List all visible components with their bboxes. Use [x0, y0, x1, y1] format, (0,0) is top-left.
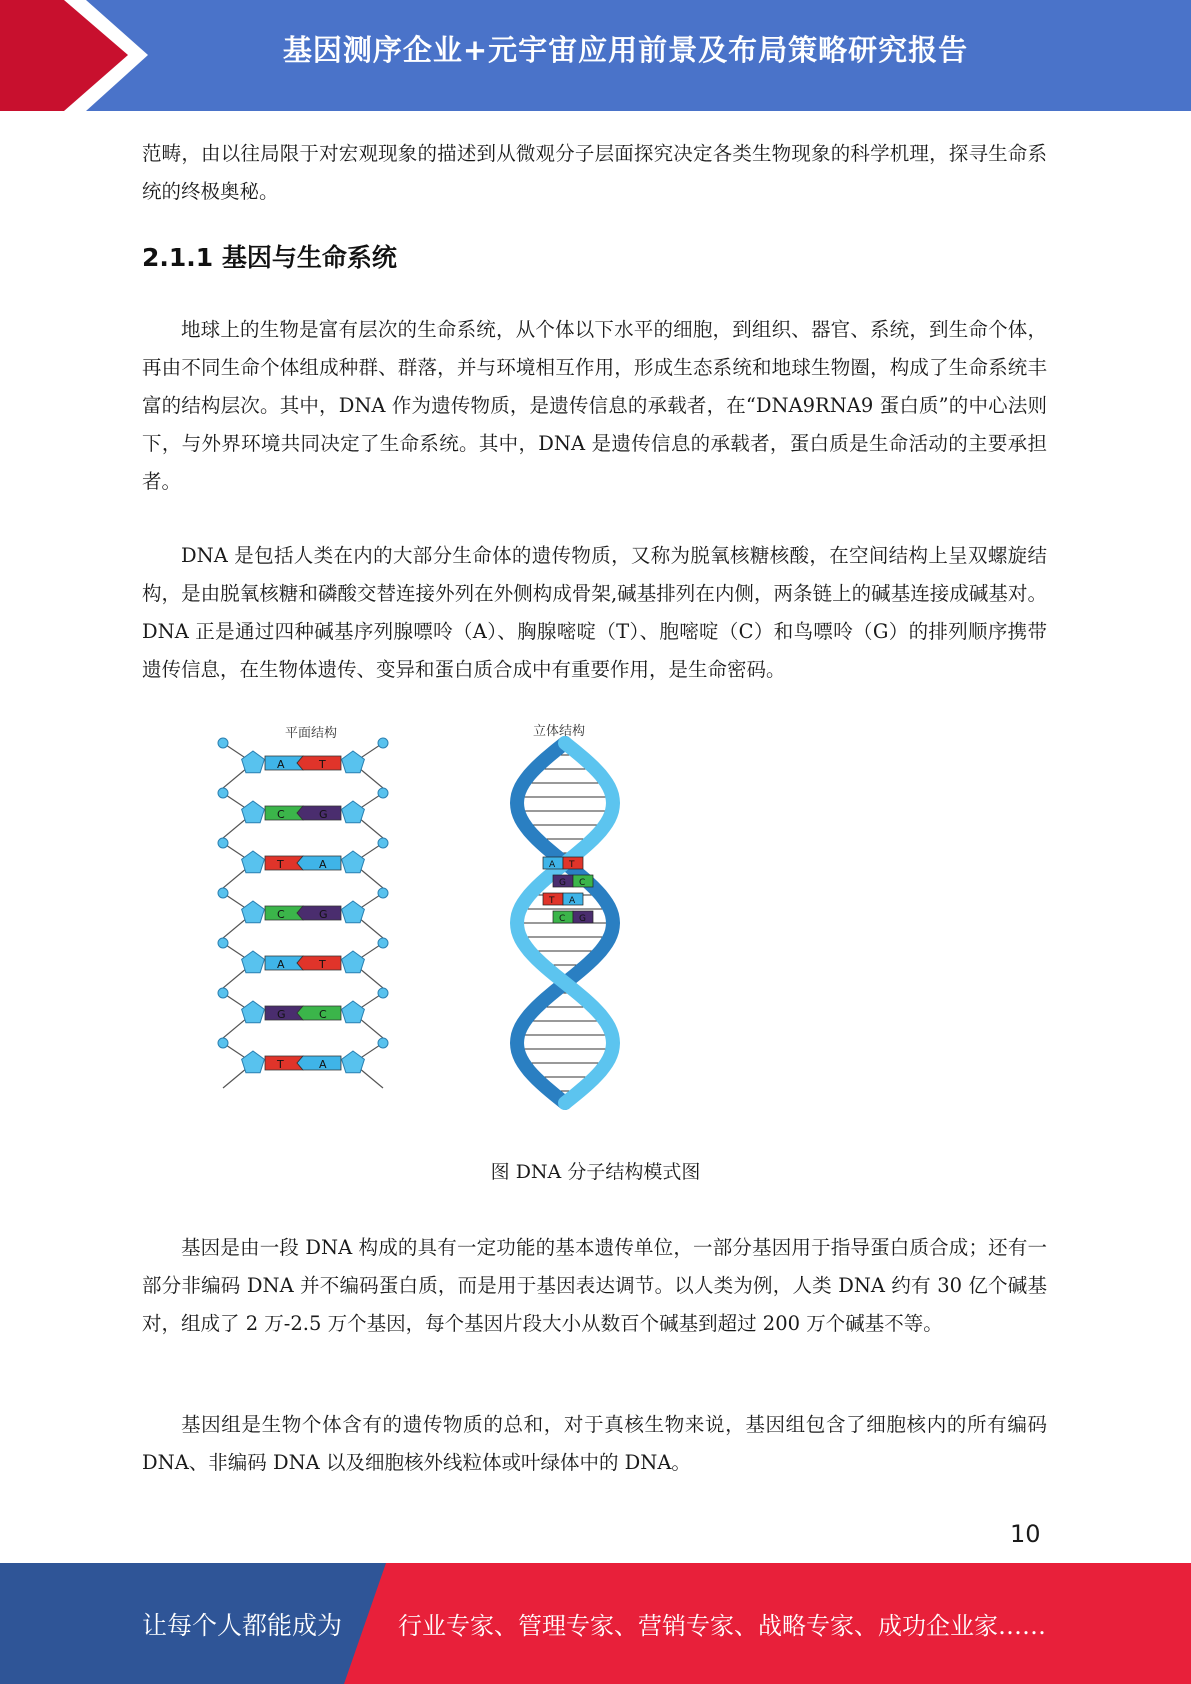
sugar-pentagon: [242, 751, 265, 773]
base-label: G: [277, 1008, 286, 1021]
paragraph-intro: 范畴，由以往局限于对宏观现象的描述到从微观分子层面探究决定各类生物现象的科学机理，探寻生命系统的终极奥秘。: [142, 142, 1047, 203]
base-label: C: [319, 1008, 327, 1021]
sugar-pentagon: [342, 901, 365, 923]
sugar-pentagon: [242, 951, 265, 973]
phosphate-circle: [378, 738, 388, 748]
section-heading: 2.1.1 基因与生命系统: [142, 243, 397, 272]
helix-base-label: C: [579, 878, 586, 888]
sugar-pentagon: [242, 851, 265, 873]
3d-structure-label: 立体结构: [533, 724, 586, 739]
base-label: A: [277, 758, 285, 771]
paragraph-genome: 基因组是生物个体含有的遗传物质的总和，对于真核生物来说，基因组包含了细胞核内的所有编码 DNA、非编码 DNA 以及细胞核外线粒体或叶绿体中的 DNA。: [142, 1413, 1047, 1474]
phosphate-circle: [378, 938, 388, 948]
helix-base-label: A: [569, 896, 576, 906]
paragraph-gene: 基因是由一段 DNA 构成的具有一定功能的基本遗传单位，一部分基因用于指导蛋白质合成；还有一部分非编码 DNA 并不编码蛋白质，而是用于基因表达调节。以人类为例，人类 DNA 约有 30 亿个碱基对，组成了 2 万-2.5 万个基因，每个基因片段大小从数百个碱基到超过 200 万个碱基不等。: [142, 1236, 1047, 1335]
base-label: T: [319, 958, 326, 971]
flat-structure: [218, 738, 388, 1088]
helix-base-label: A: [549, 860, 556, 870]
sugar-pentagon: [342, 851, 365, 873]
base-label: T: [277, 858, 284, 871]
helix-base-label: T: [549, 896, 555, 906]
sugar-pentagon: [342, 951, 365, 973]
phosphate-circle: [218, 838, 228, 848]
footer-slogan-left: 让每个人都能成为: [142, 1611, 343, 1640]
sugar-pentagon: [242, 801, 265, 823]
dna-diagram: [215, 713, 715, 1113]
helix-base-label: G: [559, 878, 566, 888]
base-label: A: [277, 958, 285, 971]
base-label: T: [277, 1058, 284, 1071]
phosphate-circle: [378, 788, 388, 798]
phosphate-circle: [218, 1038, 228, 1048]
paragraph-life-system: 地球上的生物是富有层次的生命系统，从个体以下水平的细胞，到组织、器官、系统，到生命个体，再由不同生命个体组成种群、群落，并与环境相互作用，形成生态系统和地球生物圈，构成了生命系统丰富的结构层次。其中，DNA 作为遗传物质，是遗传信息的承载者，在“DNA9RNA9 蛋白质”的中心法则下，与外界环境共同决定了生命系统。其中，DNA 是遗传信息的承载者，蛋白质是生命活动的主要承担者。: [142, 318, 1047, 493]
sugar-pentagon: [242, 1051, 265, 1073]
dna-structure-figure: [215, 713, 715, 1113]
helix-base-label: T: [569, 860, 575, 870]
base-label: C: [277, 808, 285, 821]
sugar-pentagon: [342, 751, 365, 773]
report-title: 基因测序企业+元宇宙应用前景及布局策略研究报告: [282, 33, 969, 67]
base-label: T: [319, 758, 326, 771]
phosphate-circle: [218, 988, 228, 998]
phosphate-circle: [378, 1038, 388, 1048]
phosphate-circle: [218, 888, 228, 898]
base-label: A: [319, 1058, 327, 1071]
sugar-pentagon: [342, 1001, 365, 1023]
phosphate-circle: [378, 838, 388, 848]
phosphate-circle: [218, 938, 228, 948]
base-label: A: [319, 858, 327, 871]
phosphate-circle: [218, 738, 228, 748]
paragraph-dna: DNA 是包括人类在内的大部分生命体的遗传物质，又称为脱氧核糖核酸，在空间结构上呈双螺旋结构，是由脱氧核糖和磷酸交替连接外列在外侧构成骨架,碱基排列在内侧，两条链上的碱基连接成碱基对。DNA 正是通过四种碱基序列腺嘌呤（A）、胸腺嘧啶（T）、胞嘧啶（C）和鸟嘌呤（G）的排列顺序携带遗传信息，在生物体遗传、变异和蛋白质合成中有重要作用，是生命密码。: [142, 544, 1047, 681]
page-number: 10: [1010, 1520, 1041, 1548]
helix-base-label: C: [559, 914, 566, 924]
sugar-pentagon: [242, 1001, 265, 1023]
base-label: C: [277, 908, 285, 921]
footer-slogan-right: 行业专家、管理专家、营销专家、战略专家、成功企业家……: [398, 1612, 1046, 1640]
figure-caption: 图 DNA 分子结构模式图: [490, 1161, 701, 1183]
phosphate-circle: [218, 788, 228, 798]
double-helix: [517, 743, 613, 1103]
page-footer: [0, 1563, 1191, 1684]
phosphate-circle: [378, 888, 388, 898]
sugar-pentagon: [342, 1051, 365, 1073]
flat-structure-label: 平面结构: [285, 726, 338, 741]
phosphate-circle: [378, 988, 388, 998]
page-header: [0, 0, 1191, 111]
base-label: G: [319, 908, 328, 921]
base-label: G: [319, 808, 328, 821]
helix-base-label: G: [579, 914, 586, 924]
sugar-pentagon: [342, 801, 365, 823]
sugar-pentagon: [242, 901, 265, 923]
